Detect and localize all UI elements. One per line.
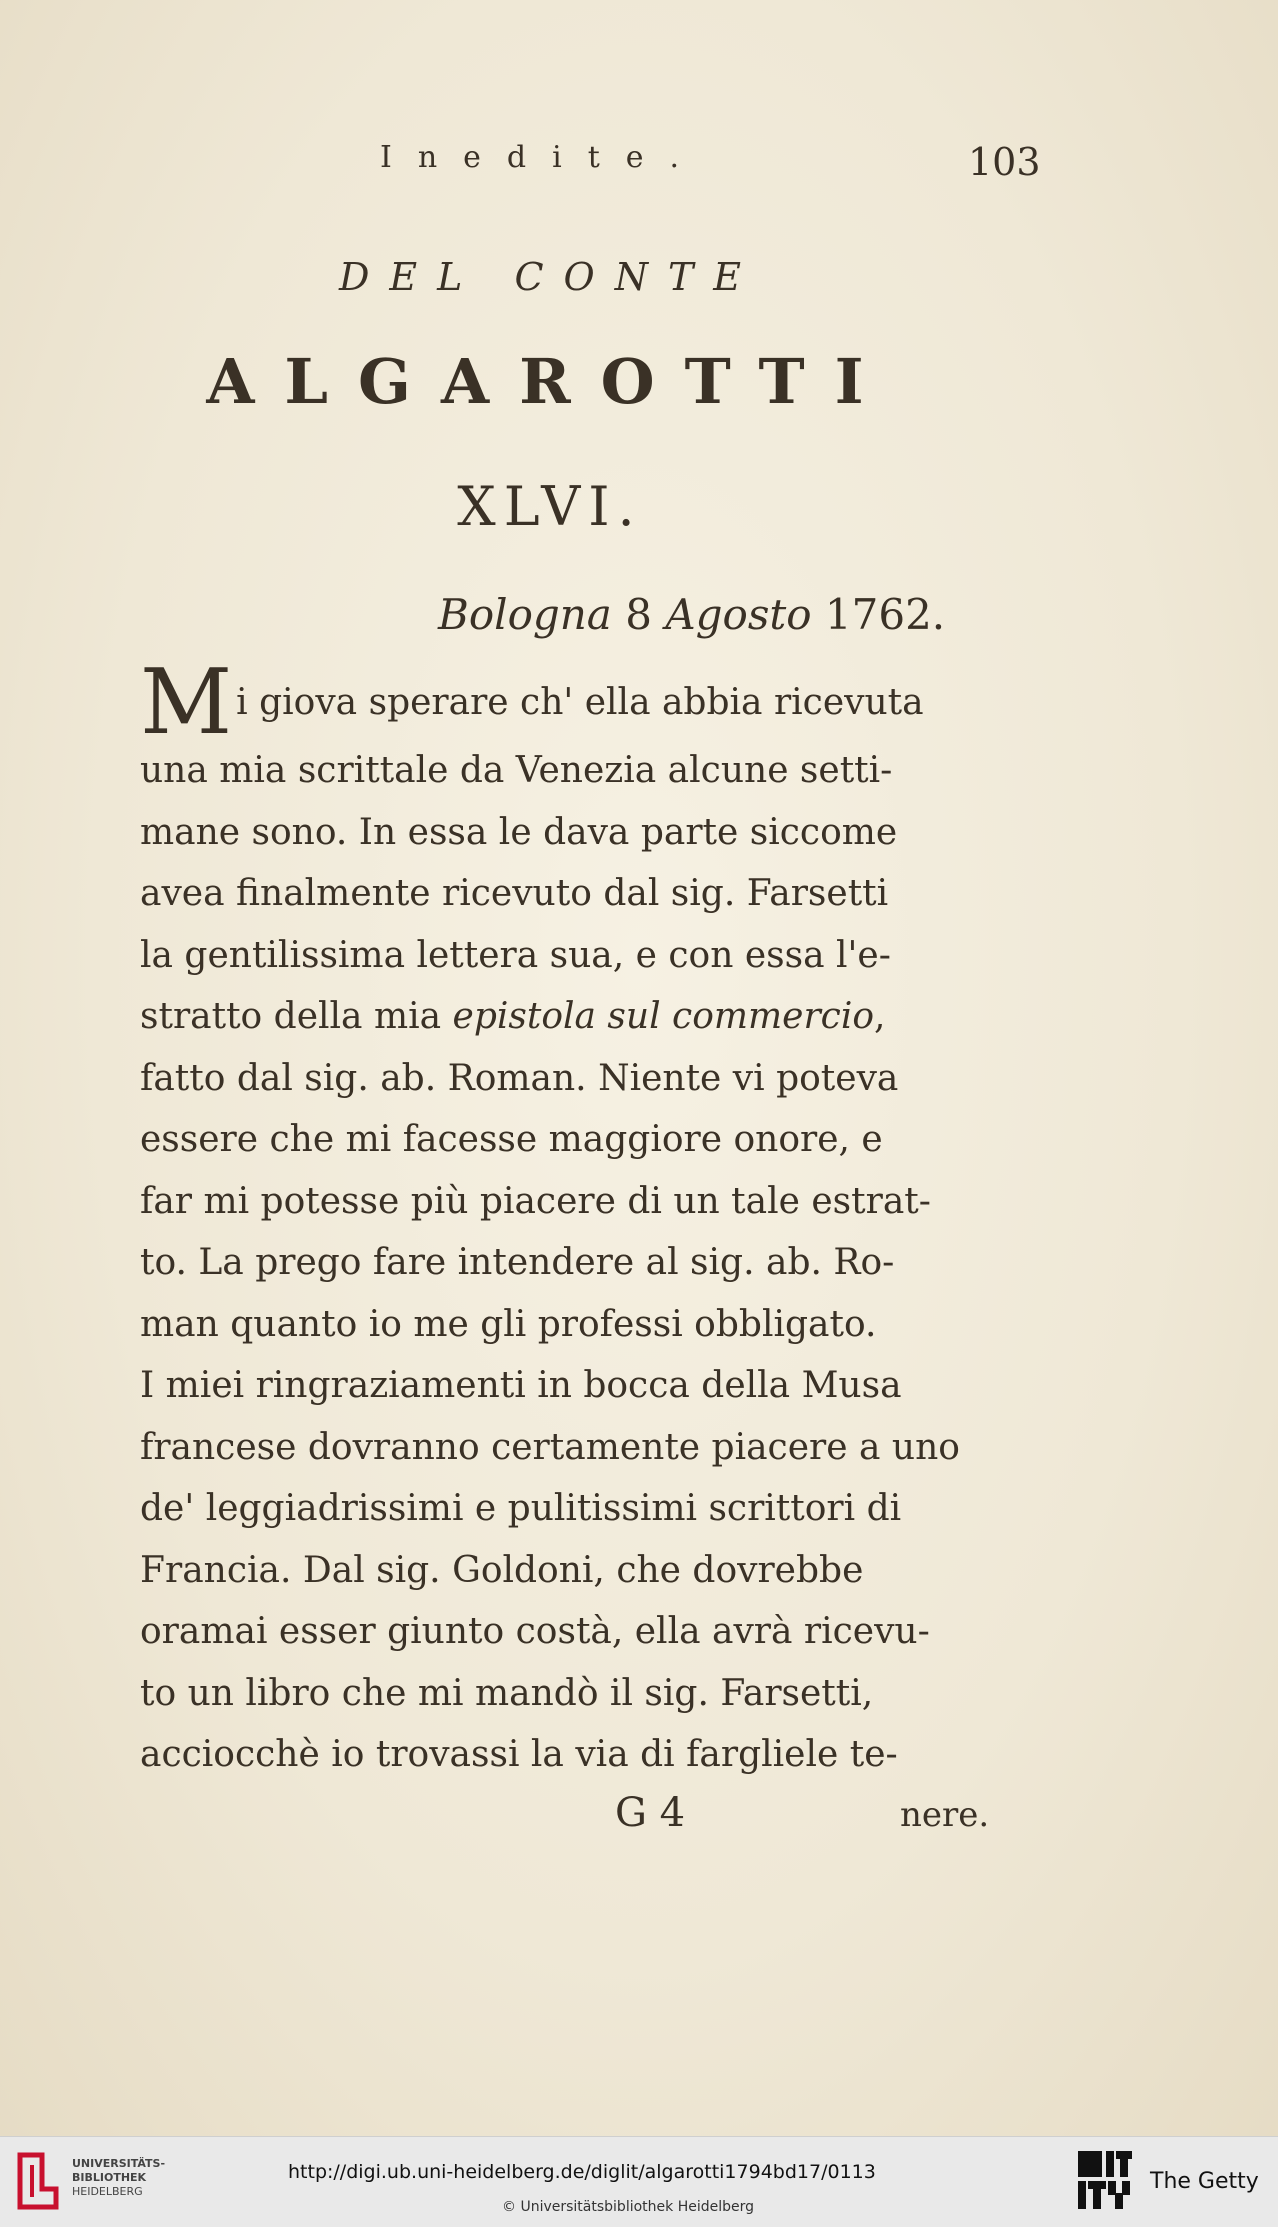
text-line: acciocchè io trovassi la via di fargliele te-: [140, 1734, 898, 1775]
text-line: to. La prego fare intendere al sig. ab. Ro-: [140, 1242, 895, 1283]
permalink-url[interactable]: http://digi.ub.uni-heidelberg.de/diglit/algarotti1794bd17/0113: [288, 2161, 876, 2183]
drop-cap: M: [140, 650, 233, 755]
text-line: mane sono. In essa le dava parte siccome: [140, 811, 898, 853]
printer-signature: G 4: [615, 1790, 686, 1836]
ub-name-line: HEIDELBERG: [72, 2185, 143, 2198]
ub-name: [72, 2157, 165, 2199]
text-line: de' leggiadrissimi e pulitissimi scrittori di: [140, 1488, 902, 1529]
letter-body: [140, 650, 1060, 1786]
letter-author-title: ALGAROTTI: [206, 345, 894, 418]
first-line-text: i giova sperare ch' ella abbia ricevuta: [236, 682, 924, 723]
text-line: una mia scrittale da Venezia alcune setti-: [140, 750, 893, 791]
ub-name-line: BIBLIOTHEK: [72, 2171, 147, 2184]
text-line: man quanto io me gli professi obbligato.: [140, 1303, 877, 1345]
getty-name: The Getty: [1150, 2169, 1259, 2194]
ub-heidelberg-logo-icon[interactable]: [12, 2149, 64, 2213]
text-segment: ,: [874, 996, 886, 1037]
text-line: essere che mi facesse maggiore onore, e: [140, 1119, 883, 1160]
copyright-notice: © Universitätsbibliothek Heidelberg: [502, 2199, 755, 2215]
text-line: fatto dal sig. ab. Roman. Niente vi poteva: [140, 1057, 899, 1099]
viewer-footer: [0, 2136, 1278, 2227]
letter-number: XLVI.: [457, 475, 643, 538]
text-line: la gentilissima lettera sua, e con essa l'e-: [140, 934, 891, 976]
dateline: [438, 590, 945, 639]
dateline-day: 8: [625, 590, 652, 639]
text-line: Francia. Dal sig. Goldoni, che dovrebbe: [140, 1549, 864, 1591]
dateline-year: 1762.: [824, 590, 946, 639]
text-line: I miei ringraziamenti in bocca della Musa: [140, 1365, 902, 1406]
work-title: epistola sul commercio: [452, 996, 875, 1037]
ub-name-line: UNIVERSITÄTS-: [72, 2157, 166, 2170]
text-line: [140, 986, 1060, 1048]
dateline-month: Agosto: [665, 590, 812, 639]
text-line: [140, 650, 1060, 755]
text-line: far mi potesse più piacere di un tale estrat-: [140, 1180, 931, 1222]
letter-subtitle: DEL CONTE: [338, 255, 762, 299]
catchword: nere.: [900, 1795, 990, 1835]
text-line: to un libro che mi mandò il sig. Farsetti,: [140, 1672, 874, 1714]
text-line: oramai esser giunto costà, ella avrà ricevu-: [140, 1611, 930, 1652]
getty-logo-icon[interactable]: [1076, 2149, 1134, 2211]
running-head: Inedite.: [380, 140, 706, 175]
text-line: francese dovranno certamente piacere a uno: [140, 1426, 960, 1468]
text-segment: stratto della mia: [140, 996, 453, 1037]
text-line: avea finalmente ricevuto dal sig. Farsetti: [140, 873, 889, 914]
dateline-place: Bologna: [438, 590, 612, 639]
page-number: 103: [968, 140, 1041, 184]
